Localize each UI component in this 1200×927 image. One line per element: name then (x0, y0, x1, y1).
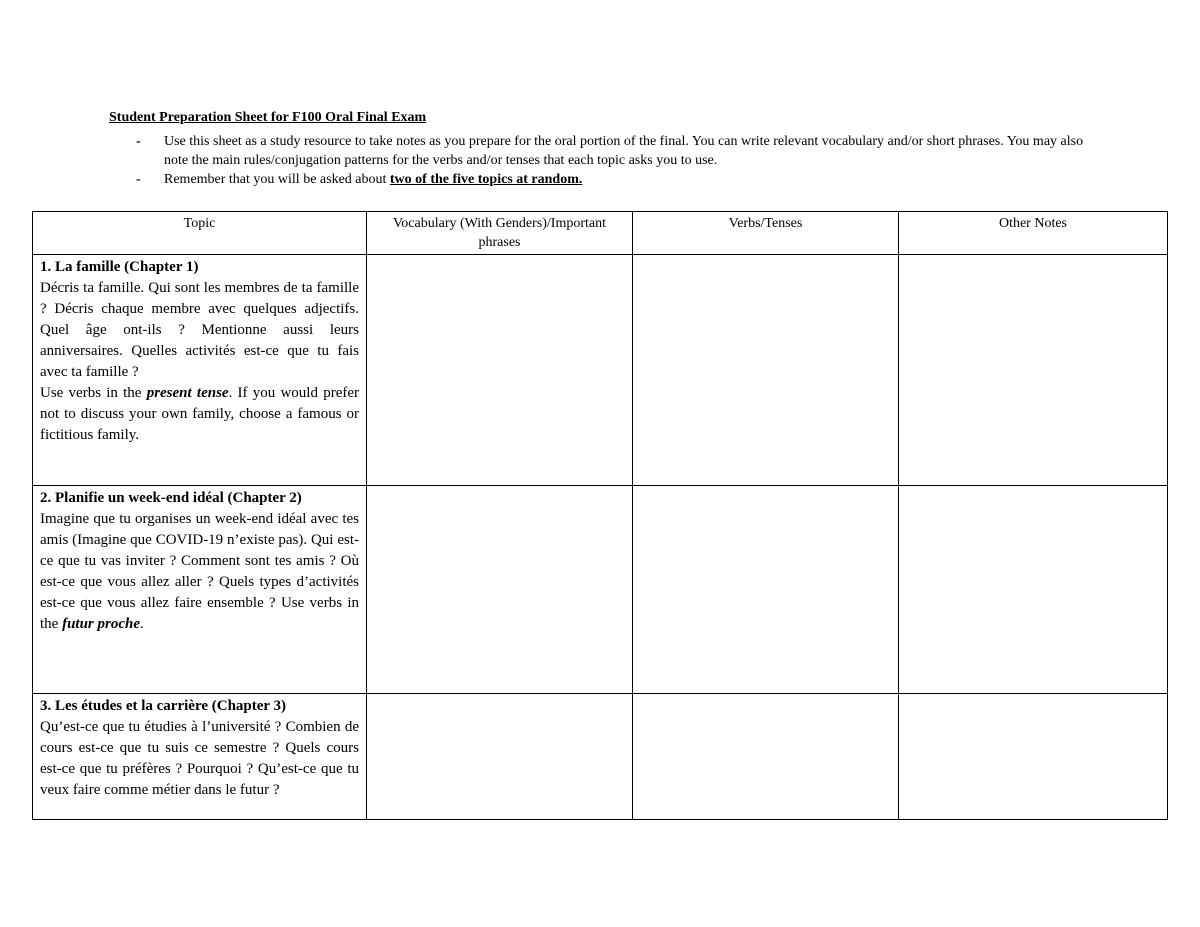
topic-title: 1. La famille (Chapter 1) (40, 259, 199, 275)
header-verbs-tenses: Verbs/Tenses (633, 212, 899, 255)
bullet-dash: - (136, 172, 141, 187)
instruction-text (164, 170, 1096, 189)
instruction-end: . If you would prefer not to discuss your own family, choose a famous or fictitious family. (40, 385, 359, 443)
instruction-item (136, 132, 1096, 170)
topic-instruction (40, 383, 359, 446)
vocabulary-cell[interactable] (367, 694, 633, 820)
topic-prompt (40, 509, 359, 635)
preparation-table (32, 211, 1168, 820)
page-title: Student Preparation Sheet for F100 Oral Final Exam (109, 110, 427, 125)
instruction-end: . (140, 616, 144, 632)
instruction-text-start: Remember that you will be asked about (164, 172, 390, 187)
instruction-start: Use verbs in the (40, 385, 147, 401)
instruction-item (136, 170, 1096, 189)
table-header-row (33, 212, 1168, 255)
other-notes-cell[interactable] (899, 486, 1168, 694)
topic-prompt: Décris ta famille. Qui sont les membres de ta famille ? Décris chaque membre avec quelques adjectifs. Quel âge ont-ils ? Mentionne aussi leurs anniversaires. Quelles activités est-ce que tu fais avec ta famille ? (40, 280, 359, 380)
topic-prompt: Qu’est-ce que tu étudies à l’université ? Combien de cours est-ce que tu suis ce semestre ? Quels cours est-ce que tu préfères ? Pourquoi ? Qu’est-ce que tu veux faire comme métier dans le futur ? (40, 719, 359, 798)
header-vocabulary: Vocabulary (With Genders)/Important phrases (367, 212, 633, 255)
verbs-tenses-cell[interactable] (633, 255, 899, 486)
header-topic: Topic (33, 212, 367, 255)
instructions-list (136, 132, 1096, 189)
table-row (33, 255, 1168, 486)
other-notes-cell[interactable] (899, 255, 1168, 486)
prompt-text: Imagine que tu organises un week-end idéal avec tes amis (Imagine que COVID-19 n’existe pas). Qui est-ce que tu vas inviter ? Comment sont tes amis ? Où est-ce que vous allez aller ? Quels types d’activités est-ce que vous allez faire ensemble ? Use verbs in the (40, 511, 359, 632)
table-row (33, 694, 1168, 820)
table-row (33, 486, 1168, 694)
topic-title: 3. Les études et la carrière (Chapter 3) (40, 698, 287, 714)
tense-emphasis: present tense (146, 385, 229, 401)
bullet-dash: - (136, 134, 141, 149)
topic-cell (33, 486, 367, 694)
header-other-notes: Other Notes (899, 212, 1168, 255)
topic-cell (33, 255, 367, 486)
instruction-emphasis: two of the five topics at random. (389, 172, 583, 187)
tense-emphasis: futur proche (62, 616, 141, 632)
topic-title: 2. Planifie un week-end idéal (Chapter 2) (40, 490, 302, 506)
topic-cell (33, 694, 367, 820)
verbs-tenses-cell[interactable] (633, 694, 899, 820)
verbs-tenses-cell[interactable] (633, 486, 899, 694)
other-notes-cell[interactable] (899, 694, 1168, 820)
vocabulary-cell[interactable] (367, 486, 633, 694)
instruction-text: Use this sheet as a study resource to take notes as you prepare for the oral portion of the final. You can write relevant vocabulary and/or short phrases. You may also note the main rules/conjugation patterns for the verbs and/or tenses that each topic asks you to use. (164, 134, 1084, 168)
vocabulary-cell[interactable] (367, 255, 633, 486)
